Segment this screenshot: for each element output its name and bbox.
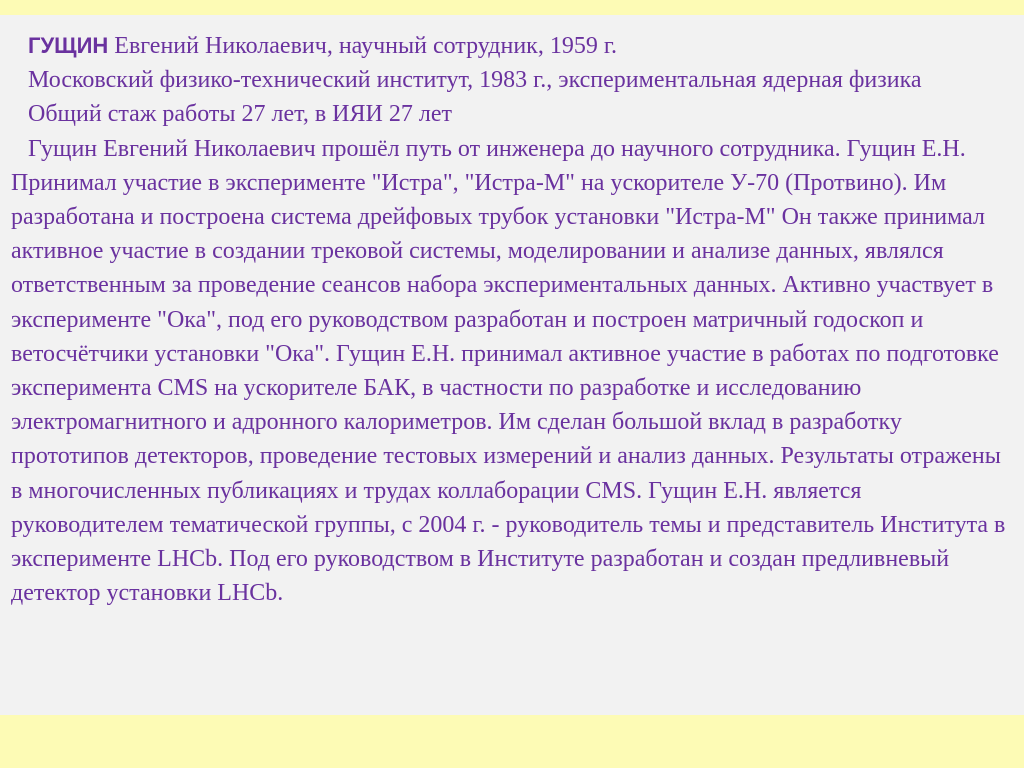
biography-panel xyxy=(0,15,1024,715)
name-position-year: Евгений Николаевич, научный сотрудник, 1959 г. xyxy=(108,33,617,59)
surname: ГУЩИН xyxy=(28,33,109,58)
experience-line: Общий стаж работы 27 лет, в ИЯИ 27 лет xyxy=(28,101,452,128)
education-line: Московский физико-технический институт, 1983 г., экспериментальная ядерная физика xyxy=(28,67,922,94)
header-line xyxy=(11,29,1016,63)
biography-text: Гущин Евгений Николаевич прошёл путь от инженера до научного сотрудника. Гущин Е.Н. Принимал участие в эксперименте "Истра", "Истра-М" на ускорителе У-70 (Протвино). Им разработана и построена система дрейфовых трубок установки "Истра-М" Он также принимал активное участие в создании трековой системы, моделировании и анализе данных, являлся ответственным за проведение сеансов набора экспериментальных данных. Активно участвует в эксперименте "Ока", под его руководством разработан и построен матричный годоскоп и ветосчётчики установки "Ока". Гущин Е.Н. принимал активное участие в работах по подготовке эксперимента CMS на ускорителе БАК, в частности по разработке и исследованию электромагнитного и адронного калориметров. Им сделан большой вклад в разработку прототипов детекторов, проведение тестовых измерений и анализ данных. Результаты отражены в многочисленных публикациях и трудах коллаборации CMS. Гущин Е.Н. является руководителем тематической группы, с 2004 г. - руководитель темы и представитель Института в эксперименте LHCb. Под его руководством в Институте разработан и создан предливневый детектор установки LHCb. xyxy=(11,135,1006,607)
